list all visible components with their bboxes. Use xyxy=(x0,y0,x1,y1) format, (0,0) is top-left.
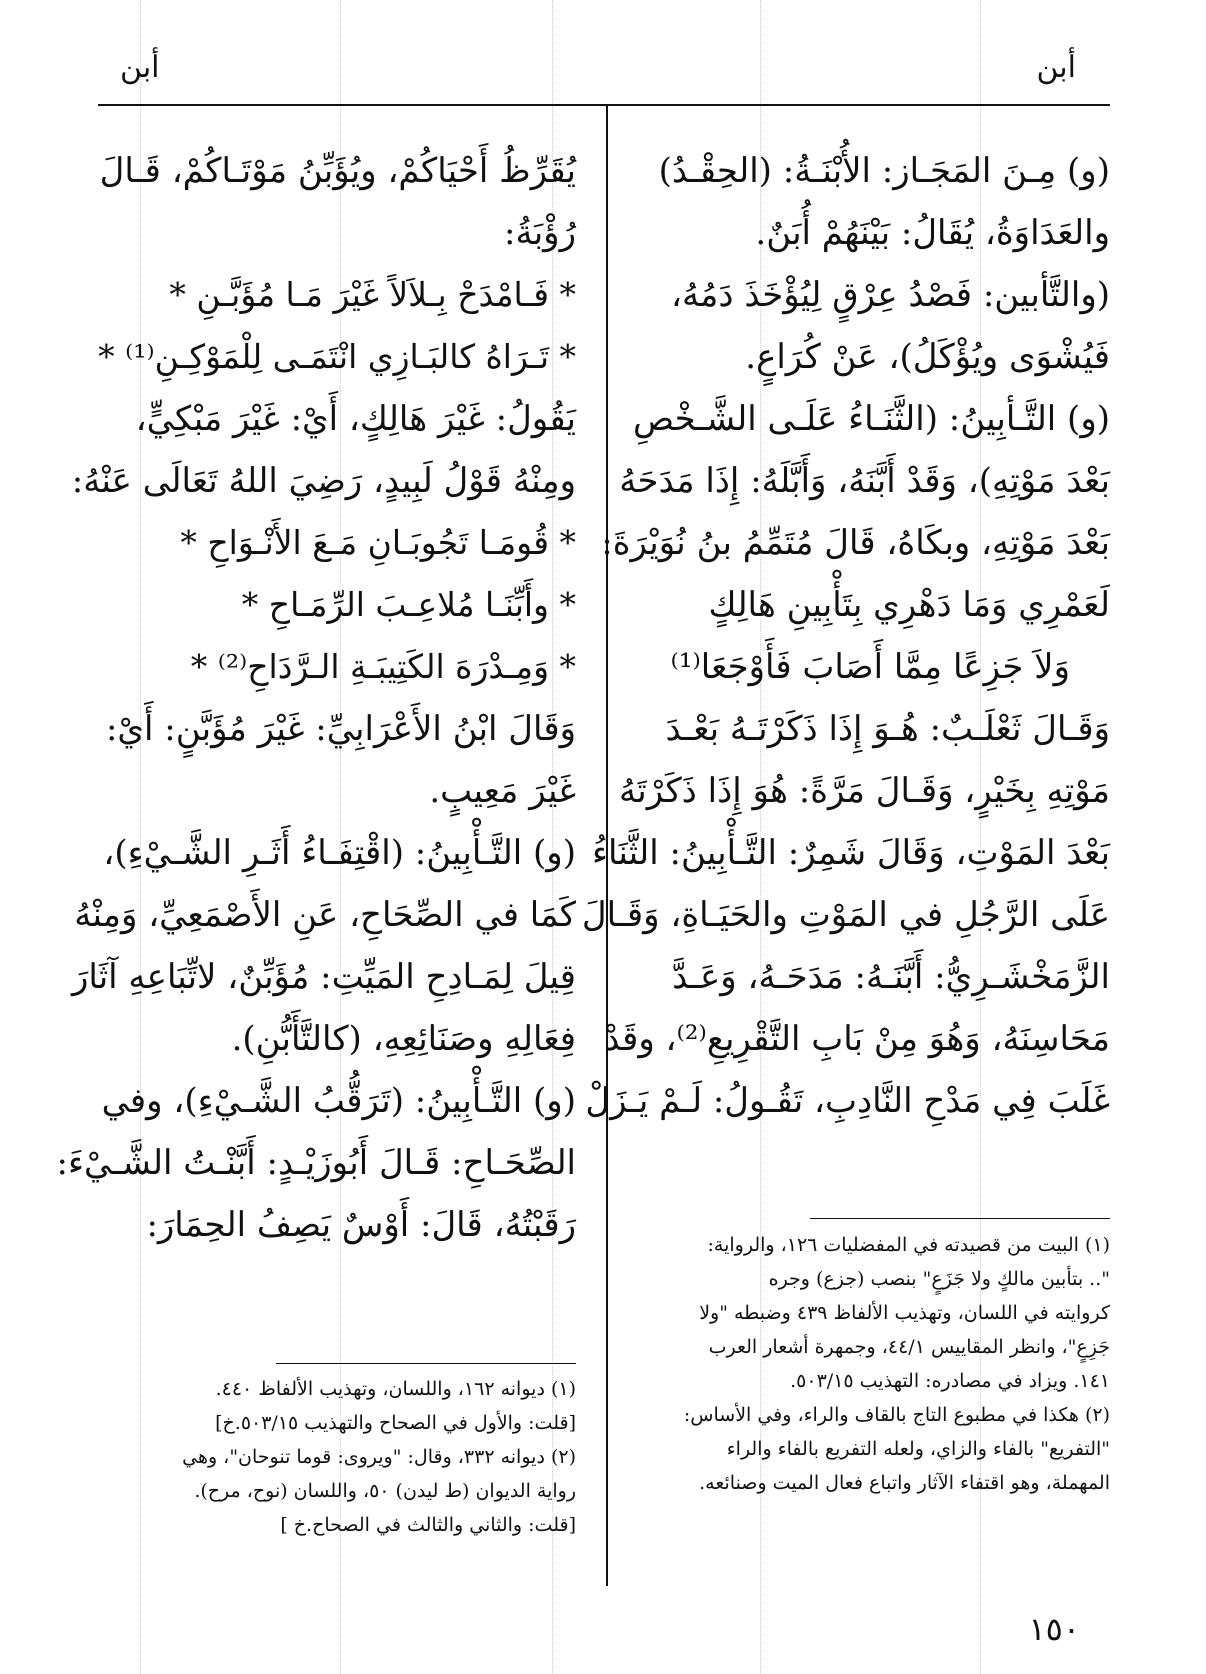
page-number: ١٥٠ xyxy=(1028,1610,1080,1648)
text-line: (و) مِـنَ المَجَـاز: الأُبْنَـةُ: (الحِقْـدُ) xyxy=(658,151,1110,191)
text-line: الصِّحَـاحِ: قَـالَ أَبُوزَيْـدٍ: أَبَّنْـتُ الشَّـيْءَ: xyxy=(56,1143,576,1183)
text-line: بَعْدَ المَوْتِ، وَقَالَ شَمِرٌ: التَّـأْبِينُ: الثَّنَاءُ xyxy=(592,833,1110,873)
text-line: يُقَرِّظُ أَحْيَاكُمْ، ويُؤَبِّنُ مَوْتَـاكُمْ، قَـالَ xyxy=(99,151,576,191)
verse-line: * وَمِـدْرَهَ الكَتِيبَـةِ الـرَّدَاحِ⁽²⁾ * xyxy=(190,647,576,686)
verse-line: * قُومَـا تَجُوبَـانِ مَـعَ الأَنْـوَاحِ * xyxy=(180,523,576,562)
right-column xyxy=(581,140,1110,1132)
footnote-line: (٢) ديوانه ٣٣٢، وقال: "ويروى: قوما تنوحان"، وهي xyxy=(182,1446,576,1468)
verse-line: وَلاَ جَزِعًا مِمَّا أَصَابَ فَأَوْجَعَا⁽¹⁾ xyxy=(670,647,1070,687)
text-line: قِيلَ لِمَـادِحِ المَيِّتِ: مُؤَبِّنٌ، لاتِّبَاعِهِ آثَارَ xyxy=(71,957,576,997)
text-line: وَقَالَ ابْنُ الأَعْرَابِيِّ: غَيْرَ مُؤَبَّنٍ: أَيْ: xyxy=(105,709,576,749)
verse-line: * فَـامْدَحْ بِـلاَلاً غَيْرَ مَـا مُؤَبَّـنِ * xyxy=(169,275,576,314)
header-word-left: أبن xyxy=(120,50,160,85)
footnote-line: "التفريع" بالفاء والزاي، ولعله التفريع بالفاء والراء xyxy=(726,1438,1110,1460)
footnote-line: (١) البيت من قصيدته في المفضليات ١٢٦، والرواية: xyxy=(707,1234,1110,1256)
text-line: عَلَى الرَّجُلِ في المَوْتِ والحَيَـاةِ، وَقَـالَ xyxy=(581,895,1110,935)
footnotes-left xyxy=(106,1372,576,1542)
verse-line: لَعَمْرِي وَمَا دَهْرِي بِتَأْبِينِ هَالِكٍ xyxy=(708,585,1110,625)
footnote-line: (٢) هكذا في مطبوع التاج بالقاف والراء، وفي الأساس: xyxy=(683,1404,1110,1426)
footnote-line: ".. بتأبين مالكٍ ولا جَزَعٍ" بنصب (جزع) وجره xyxy=(768,1268,1110,1290)
text-line: غَلَبَ فِي مَدْحِ النَّادِبِ، تَقُـولُ: لَـمْ يَـزَلْ xyxy=(585,1081,1110,1121)
footnote-line: جَزِعٍ"، وانظر المقاييس ٤٤/١، وجمهرة أشعار العرب xyxy=(708,1336,1110,1358)
footnote-line: المهملة، وهو اقتفاء الآثار واتباع فعال الميت وصنائعه. xyxy=(699,1472,1110,1494)
footnote-line: رواية الديوان (ط ليدن) ٥٠، واللسان (نوح، مرح). xyxy=(194,1480,576,1502)
text-line: غَيْرَ مَعِيبٍ. xyxy=(429,771,576,811)
text-line: (و) التَّـأْبِينُ: (اقْتِفَـاءُ أَثَـرِ الشَّـيْءِ)، xyxy=(103,833,576,873)
text-line: فِعَالِهِ وصَنَائِعِهِ، (كالتَّأَبُّنِ). xyxy=(231,1019,576,1059)
text-line: رَقَبْتُهُ، قَالَ: أَوْسٌ يَصِفُ الحِمَارَ: xyxy=(146,1205,576,1245)
verse-line: * تَـرَاهُ كالبَـازِي انْتَمَـى لِلْمَوْكِـنِ⁽¹⁾ * xyxy=(98,337,576,376)
text-line: (والتَّأبين: فَصْدُ عِرْقٍ لِيُؤْخَذَ دَمُهُ، xyxy=(670,275,1110,315)
footnotes-right xyxy=(640,1228,1110,1500)
text-line: مَحَاسِنَهُ، وَهُوَ مِنْ بَابِ التَّقْرِيعِ⁽²⁾، وقَدْ xyxy=(604,1019,1110,1059)
footnote-line: [قلت: والأول في الصحاح والتهذيب ٥٠٣/١٥.خ] xyxy=(215,1412,576,1434)
header-rule xyxy=(98,104,1110,106)
text-line: والعَدَاوَةُ، يُقَالُ: بَيْنَهُمْ أُبَنٌ. xyxy=(755,213,1110,253)
text-line: بَعْدَ مَوْتِهِ، وبكَاهُ، قَالَ مُتَمِّمُ بنُ نُوَيْرَةَ: xyxy=(601,523,1110,563)
left-column xyxy=(56,140,576,1256)
header-word-right: أبن xyxy=(1036,50,1076,85)
text-line: فَيُشْوَى ويُؤْكَلُ)، عَنْ كُرَاعٍ. xyxy=(745,337,1110,377)
text-line: رُؤْبَةُ: xyxy=(504,213,576,253)
text-line: يَقُولُ: غَيْرَ هَالِكٍ، أَيْ: غَيْرَ مَبْكِيٍّ، xyxy=(135,399,576,439)
text-line: بَعْدَ مَوْتِهِ)، وَقَدْ أَبَّنَهُ، وَأَبَّلَهُ: إِذَا مَدَحَهُ xyxy=(619,461,1110,501)
text-line: وَقَـالَ ثَعْلَـبٌ: هُـوَ إِذَا ذَكَرْتَـهُ بَعْـدَ xyxy=(665,709,1110,749)
footnote-rule-left xyxy=(276,1363,576,1364)
footnote-line: كروايته في اللسان، وتهذيب الألفاظ ٤٣٩ وضبطه "ولا xyxy=(699,1302,1110,1324)
footnote-line: (١) ديوانه ١٦٢، واللسان، وتهذيب الألفاظ ٤٤٠. xyxy=(215,1378,576,1400)
text-line: الزَّمَخْشَـرِيُّ: أَبَّنَـهُ: مَدَحَـهُ، وَعَـدَّ xyxy=(672,957,1110,997)
footnote-line: ١٤١. ويزاد في مصادره: التهذيب ٥٠٣/١٥. xyxy=(790,1370,1110,1392)
verse-line: * وأَبِّنَـا مُلاعِـبَ الرِّمَـاحِ * xyxy=(241,585,576,624)
text-line: (و) التَّـأبِينُ: (الثَّنَـاءُ عَلَـى الشَّـخْصِ xyxy=(632,399,1110,439)
text-line: كَمَا في الصِّحَاحِ، عَنِ الأَصْمَعِيِّ، وَمِنْهُ xyxy=(74,895,576,935)
footnote-line: [قلت: والثاني والثالث في الصحاح.خ ] xyxy=(280,1514,576,1536)
footnote-rule-right xyxy=(810,1218,1110,1219)
text-line: مَوْتِهِ بِخَيْرٍ، وَقَـالَ مَرَّةً: هُوَ إِذَا ذَكَرْتَهُ xyxy=(619,771,1110,811)
text-line: (و) التَّـأْبِينُ: (تَرَقُّبُ الشَّـيْءِ)، وفي xyxy=(101,1081,576,1121)
text-line: ومِنْهُ قَوْلُ لَبِيدٍ، رَضِيَ اللهُ تَعَالَى عَنْهُ: xyxy=(71,461,576,501)
